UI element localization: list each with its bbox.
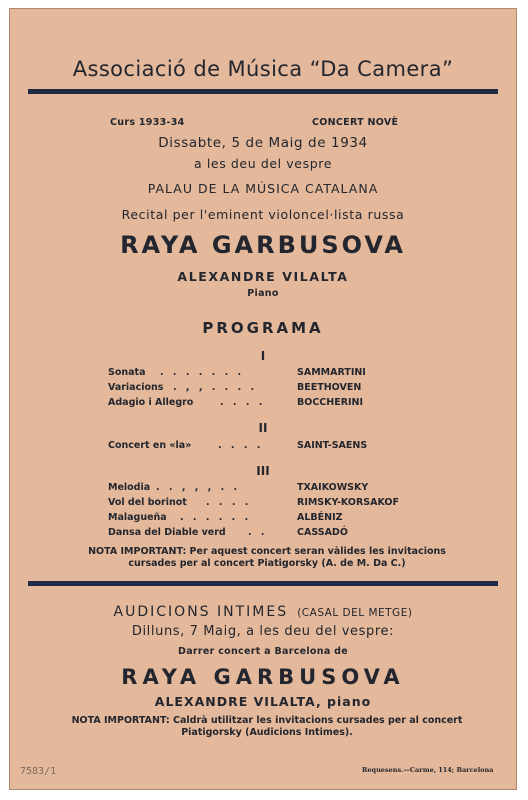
printer-imprint: Requesens.—Carme, 114; Barcelona bbox=[362, 766, 494, 774]
composer-name: TXAIKOWSKY bbox=[297, 482, 369, 493]
leader-dots: . . . . . . bbox=[180, 512, 252, 523]
leader-dots: . . . . bbox=[220, 397, 266, 408]
leader-dots: . . bbox=[248, 527, 268, 538]
work-title: Adagio i Allegro bbox=[108, 397, 194, 408]
leader-dots: . . , , , . . bbox=[156, 482, 241, 493]
composer-name: CASSADÓ bbox=[297, 527, 348, 538]
leader-dots: . , , . . . . bbox=[173, 382, 258, 393]
part-numeral: I bbox=[260, 349, 266, 363]
concert-program-sheet bbox=[9, 8, 517, 790]
programa-note: NOTA IMPORTANT: Per aquest concert seran vàlides les invitacions cursades per al concert Piatigorsky (A. de M. Da C.) bbox=[88, 546, 446, 569]
leader-dots: . . . . . . . bbox=[160, 367, 245, 378]
recital-line: Recital per l'eminent violoncel·lista russa bbox=[121, 207, 405, 222]
composer-name: RIMSKY-KORSAKOF bbox=[297, 497, 399, 508]
composer-name: SAMMARTINI bbox=[297, 367, 366, 378]
top-rule bbox=[28, 89, 498, 94]
programa-heading: PROGRAMA bbox=[202, 319, 324, 337]
performer-name: RAYA GARBUSOVA bbox=[120, 231, 406, 259]
work-title: Malagueña bbox=[108, 512, 167, 523]
audicions-subheading: (CASAL DEL METGE) bbox=[297, 607, 413, 619]
middle-rule bbox=[28, 581, 498, 586]
work-title: Vol del borinot bbox=[108, 497, 187, 508]
audicions-subtitle: Darrer concert a Barcelona de bbox=[178, 646, 348, 657]
work-title: Dansa del Diable verd bbox=[108, 527, 226, 538]
audicions-heading-line bbox=[10, 601, 516, 620]
work-title: Melodia bbox=[108, 482, 151, 493]
composer-name: SAINT-SAENS bbox=[297, 440, 368, 451]
accompanist-role: Piano bbox=[247, 288, 279, 299]
audicions-note: NOTA IMPORTANT: Caldrà utilitzar les invitacions cursades per al concert Piatigorsky (Audicions Intimes). bbox=[71, 715, 463, 738]
composer-name: BEETHOVEN bbox=[297, 382, 362, 393]
concert-date: Dissabte, 5 de Maig de 1934 bbox=[158, 135, 368, 151]
audicions-performer: RAYA GARBUSOVA bbox=[121, 665, 405, 689]
season-label: Curs 1933-34 bbox=[110, 117, 185, 128]
concert-number: CONCERT NOVÈ bbox=[312, 117, 399, 128]
composer-name: BOCCHERINI bbox=[297, 397, 364, 408]
work-title: Concert en «la» bbox=[108, 440, 192, 451]
association-title: Associació de Música “Da Camera” bbox=[72, 57, 454, 81]
part-numeral: II bbox=[258, 421, 268, 435]
work-title: Variacions bbox=[108, 382, 164, 393]
work-title: Sonata bbox=[108, 367, 146, 378]
leader-dots: . . . . bbox=[218, 440, 264, 451]
audicions-heading: AUDICIONS INTIMES bbox=[113, 604, 289, 620]
part-numeral: III bbox=[256, 464, 270, 478]
composer-name: ALBÉNIZ bbox=[297, 512, 343, 523]
concert-time: a les deu del vespre bbox=[194, 156, 332, 171]
leader-dots: . . . . bbox=[206, 497, 252, 508]
venue-name: PALAU DE LA MÚSICA CATALANA bbox=[147, 181, 379, 196]
audicions-date: Dilluns, 7 Maig, a les deu del vespre: bbox=[131, 624, 395, 639]
archive-mark: 7583/1 bbox=[20, 766, 57, 777]
audicions-accompanist: ALEXANDRE VILALTA, piano bbox=[154, 694, 372, 709]
accompanist-name: ALEXANDRE VILALTA bbox=[177, 269, 349, 284]
